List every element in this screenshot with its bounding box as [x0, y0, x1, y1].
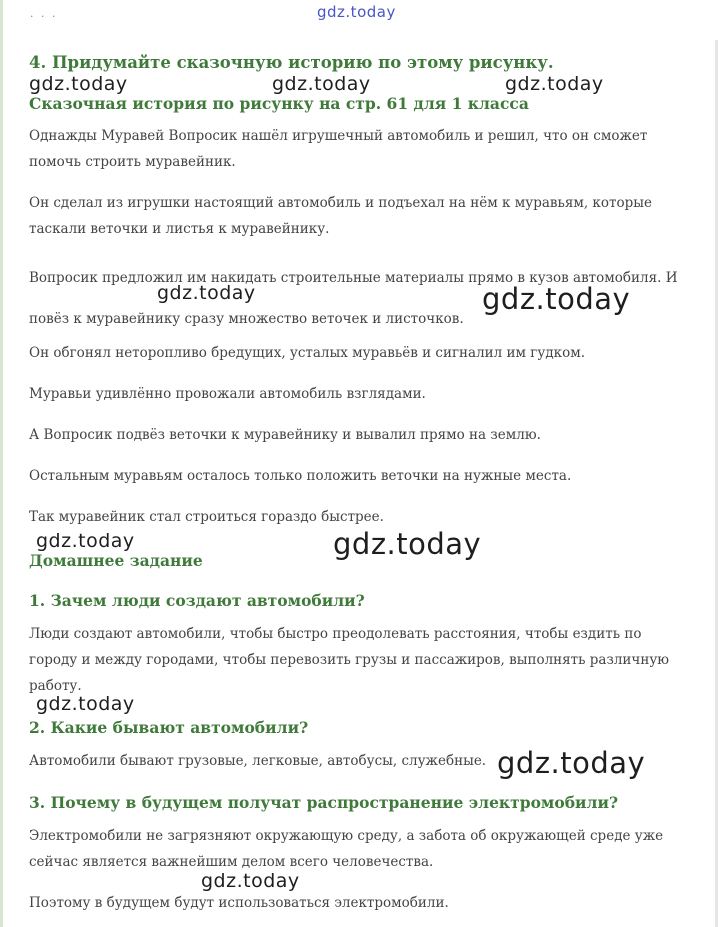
- task4-heading: 4. Придумайте сказочную историю по этому рисунку.: [29, 53, 554, 72]
- watermark: gdz.today: [36, 530, 135, 552]
- watermark: gdz.today: [317, 3, 396, 21]
- watermark: gdz.today: [157, 282, 256, 304]
- watermark: gdz.today: [201, 870, 300, 892]
- question-2: 2. Какие бывают автомобили?: [29, 718, 309, 737]
- story-paragraph-5: Муравьи удивлённо провожали автомобиль взглядами.: [29, 386, 426, 402]
- story-paragraph-7: Остальным муравьям осталось только положить веточки на нужные места.: [29, 468, 572, 484]
- story-paragraph-4: Он обгонял неторопливо бредущих, усталых муравьёв и сигналил им гудком.: [29, 345, 585, 361]
- watermark: gdz.today: [505, 73, 604, 95]
- watermark: gdz.today: [272, 73, 371, 95]
- left-border: [0, 0, 3, 927]
- story-paragraph-1: Однажды Муравей Вопросик нашёл игрушечный автомобиль и решил, что он сможет помочь строить муравейник.: [29, 128, 648, 170]
- watermark: gdz.today: [333, 527, 482, 561]
- answer-2: Автомобили бывают грузовые, легковые, автобусы, служебные.: [29, 753, 487, 769]
- cropped-text-fragment: · · ·: [30, 10, 58, 23]
- story-subheading: Сказочная история по рисунку на стр. 61 для 1 класса: [29, 94, 529, 113]
- story-paragraph-8: Так муравейник стал строиться гораздо быстрее.: [29, 509, 384, 525]
- homework-heading: Домашнее задание: [29, 551, 203, 570]
- watermark: gdz.today: [29, 73, 128, 95]
- answer-1: Люди создают автомобили, чтобы быстро преодолевать расстояния, чтобы ездить по городу и между городами, чтобы перевозить грузы и пассажиров, выполнять различную работу.: [29, 626, 670, 694]
- question-1: 1. Зачем люди создают автомобили?: [29, 591, 365, 610]
- watermark: gdz.today: [36, 693, 135, 715]
- story-paragraph-2: Он сделал из игрушки настоящий автомобиль и подъехал на нём к муравьям, которые таскали веточки и листья к муравейнику.: [29, 195, 652, 237]
- question-3: 3. Почему в будущем получат распространение электромобили?: [29, 793, 619, 812]
- watermark: gdz.today: [482, 282, 631, 316]
- watermark: gdz.today: [497, 746, 646, 780]
- answer-3-paragraph-2: Поэтому в будущем будут использоваться электромобили.: [29, 895, 449, 911]
- story-paragraph-3: Вопросик предложил им накидать строительные материалы прямо в кузов автомобиля. И повёз к муравейнику сразу множество веточек и листочков.: [29, 270, 678, 327]
- answer-3-paragraph-1: Электромобили не загрязняют окружающую среду, а забота об окружающей среде уже сейчас является важнейшим делом всего человечества.: [29, 828, 664, 870]
- story-paragraph-6: А Вопросик подвёз веточки к муравейнику и вывалил прямо на землю.: [29, 427, 541, 443]
